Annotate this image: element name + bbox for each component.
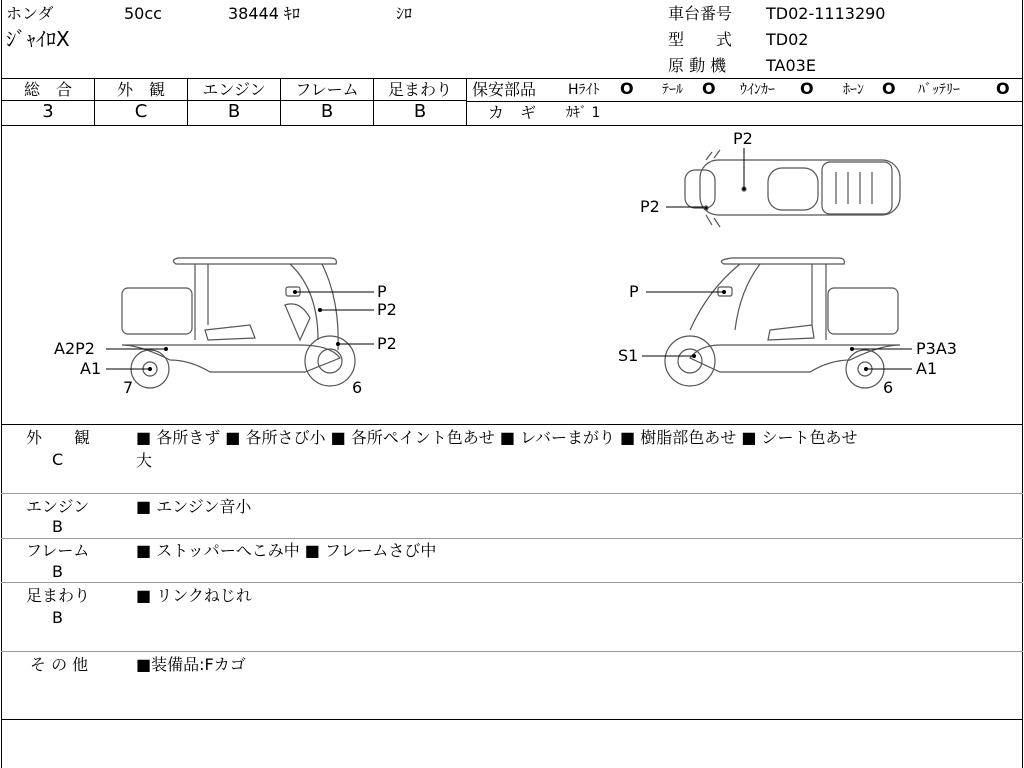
remarks-line-2: [1, 538, 1023, 539]
engine-model-value: TA03E: [766, 56, 816, 75]
remark-suspension-grade: B: [52, 608, 63, 627]
remark-engine-text: ■ エンジン音小: [136, 497, 252, 516]
color-text: ｼﾛ: [396, 4, 413, 23]
top-label-1: P2: [733, 129, 753, 148]
remark-suspension-label: 足まわり: [26, 586, 91, 605]
exterior-label: 外 観: [116, 80, 165, 99]
winker-label: ｳｲﾝｶｰ: [740, 82, 775, 98]
left-label-p: P: [377, 282, 387, 301]
top-label-2: P2: [640, 197, 660, 216]
maker-text: ホンダ: [6, 4, 54, 23]
key-value: ｶｷﾞ 1: [566, 105, 601, 121]
right-label-a1: A1: [916, 359, 938, 378]
exterior-grade: C: [134, 101, 148, 122]
key-label: カ ギ: [488, 103, 537, 122]
remarks-bottom-line: [1, 719, 1023, 720]
battery-mark: O: [996, 79, 1010, 98]
frame-grade: B: [320, 101, 334, 122]
headlight-mark: O: [620, 79, 634, 98]
overall-grade: 3: [42, 101, 54, 122]
remark-suspension-text: ■ リンクねじれ: [136, 586, 252, 605]
displacement-text: 50cc: [124, 4, 162, 23]
type-label: 型 式: [668, 30, 733, 49]
left-label-p2-a: P2: [377, 300, 397, 319]
right-label-p3a3: P3A3: [916, 339, 957, 358]
engine-label: エンジン: [202, 80, 266, 99]
remark-other-label: そ の 他: [30, 655, 89, 674]
remark-exterior-grade: C: [52, 450, 64, 469]
remark-engine-label: エンジン: [26, 497, 90, 516]
grades-mid-line-right: [467, 101, 1022, 102]
remarks-top-line: [1, 424, 1023, 425]
winker-mark: O: [800, 79, 814, 98]
damage-diagram: [0, 126, 1024, 424]
mileage-text: 38444 ｷﾛ: [228, 4, 300, 23]
tail-mark: O: [702, 79, 716, 98]
left-label-7: 7: [123, 378, 134, 397]
remark-frame-label: フレーム: [26, 541, 90, 560]
suspension-grade: B: [413, 101, 427, 122]
engine-model-label: 原 動 機: [668, 56, 727, 75]
remark-other-text: ■装備品:Fカゴ: [136, 655, 246, 674]
remark-exterior-text: ■ 各所きず ■ 各所さび小 ■ 各所ペイント色あせ ■ レバーまがり ■ 樹脂部色あせ ■ シート色あせ: [136, 428, 858, 447]
remark-exterior-label: 外 観: [26, 428, 91, 447]
grades-top-line: [1, 78, 1023, 79]
scooter-left-view: [122, 258, 355, 388]
scooter-top-view: [685, 150, 900, 227]
frame-no-value: TD02-1113290: [766, 4, 886, 23]
safety-label: 保安部品: [472, 80, 537, 99]
tail-label: ﾃｰﾙ: [662, 82, 683, 98]
remark-frame-text: ■ ストッパーへこみ中 ■ フレームさび中: [136, 541, 437, 560]
right-label-s1: S1: [618, 346, 639, 365]
right-label-p: P: [629, 282, 639, 301]
left-label-p2-b: P2: [377, 334, 397, 353]
horn-label: ﾎｰﾝ: [843, 82, 864, 98]
remarks-line-1: [1, 493, 1023, 494]
remarks-line-4: [1, 651, 1023, 652]
remarks-line-3: [1, 582, 1023, 583]
overall-label: 総 合: [23, 80, 72, 99]
left-label-a1: A1: [80, 359, 102, 378]
left-label-6: 6: [352, 378, 363, 397]
frame-label: フレーム: [295, 80, 359, 99]
engine-grade: B: [227, 101, 241, 122]
suspension-label: 足まわり: [387, 80, 452, 99]
headlight-label: Hﾗｲﾄ: [568, 82, 600, 98]
frame-no-label: 車台番号: [668, 4, 733, 23]
horn-mark: O: [882, 79, 896, 98]
remark-engine-grade: B: [52, 517, 63, 536]
remark-frame-grade: B: [52, 562, 63, 581]
left-label-a2p2: A2P2: [54, 339, 95, 358]
right-label-6: 6: [883, 378, 894, 397]
remark-exterior-text2: 大: [136, 451, 153, 470]
battery-label: ﾊﾞｯﾃﾘｰ: [918, 82, 960, 98]
grades-divider-5: [466, 78, 467, 125]
type-value: TD02: [766, 30, 809, 49]
model-name: ｼﾞｬｲﾛX: [6, 27, 70, 51]
